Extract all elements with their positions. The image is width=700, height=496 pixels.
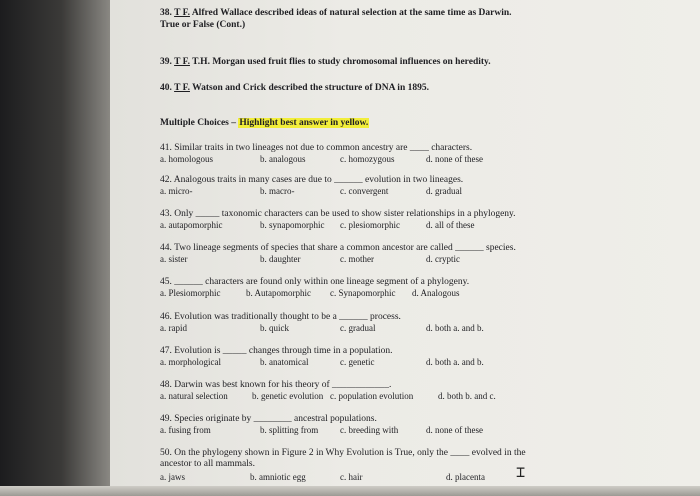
q50-option-c[interactable]: c. hair — [340, 472, 363, 482]
q42-option-d[interactable]: d. gradual — [426, 186, 462, 196]
q41-option-d[interactable]: d. none of these — [426, 154, 483, 164]
question-40: 40. T F. Watson and Crick described the structure of DNA in 1895. — [160, 83, 429, 93]
q44-option-d[interactable]: d. cryptic — [426, 254, 460, 264]
question-47-stem: 47. Evolution is _____ changes through time in a population. — [160, 346, 393, 356]
q48-option-c[interactable]: c. population evolution — [330, 391, 414, 401]
document-content — [160, 0, 700, 490]
question-46-stem: 46. Evolution was traditionally thought to be a ______ process. — [160, 312, 401, 322]
q45-option-d[interactable]: d. Analogous — [412, 288, 460, 298]
question-42-stem: 42. Analogous traits in many cases are due to ______ evolution in two lineages. — [160, 175, 464, 185]
q42-option-c[interactable]: c. convergent — [340, 186, 389, 196]
question-45-stem: 45. ______ characters are found only within one lineage segment of a phylogeny. — [160, 277, 470, 287]
q45-option-c[interactable]: c. Synapomorphic — [330, 288, 396, 298]
q41-option-b[interactable]: b. analogous — [260, 154, 306, 164]
q49-option-c[interactable]: c. breeding with — [340, 425, 399, 435]
q42-option-a[interactable]: a. micro- — [160, 186, 193, 196]
question-39: 39. T F. T.H. Morgan used fruit flies to study chromosomal influences on heredity. — [160, 57, 491, 67]
section-true-false: True or False (Cont.) — [160, 20, 246, 30]
question-44-stem: 44. Two lineage segments of species that share a common ancestor are called ______ species. — [160, 243, 516, 253]
q44-option-a[interactable]: a. sister — [160, 254, 188, 264]
q47-option-d[interactable]: d. both a. and b. — [426, 357, 484, 367]
q50-option-a[interactable]: a. jaws — [160, 472, 185, 482]
multiple-choice-heading: Multiple Choices – Highlight best answer in yellow. — [160, 118, 369, 128]
q45-option-b[interactable]: b. Autapomorphic — [246, 288, 311, 298]
text-cursor-icon: ⌶ — [516, 463, 526, 481]
question-50-stem-line2: ancestor to all mammals. — [160, 459, 255, 469]
q47-option-a[interactable]: a. morphological — [160, 357, 221, 367]
q43-option-b[interactable]: b. synapomorphic — [260, 220, 325, 230]
question-43-stem: 43. Only _____ taxonomic characters can be used to show sister relationships in a phylogeny. — [160, 209, 516, 219]
q50-option-d[interactable]: d. placenta — [446, 472, 485, 482]
q43-option-c[interactable]: c. plesiomorphic — [340, 220, 400, 230]
q41-option-c[interactable]: c. homozygous — [340, 154, 395, 164]
q47-option-c[interactable]: c. genetic — [340, 357, 375, 367]
q45-option-a[interactable]: a. Plesiomorphic — [160, 288, 221, 298]
q48-option-a[interactable]: a. natural selection — [160, 391, 228, 401]
q50-option-b[interactable]: b. amniotic egg — [250, 472, 306, 482]
question-48-stem: 48. Darwin was best known for his theory of ____________. — [160, 380, 392, 390]
q43-option-d[interactable]: d. all of these — [426, 220, 475, 230]
q46-option-a[interactable]: a. rapid — [160, 323, 187, 333]
q47-option-b[interactable]: b. anatomical — [260, 357, 309, 367]
q42-option-b[interactable]: b. macro- — [260, 186, 295, 196]
highlight-instruction: Highlight best answer in yellow. — [239, 118, 369, 128]
question-49-stem: 49. Species originate by ________ ancestral populations. — [160, 414, 377, 424]
q46-option-d[interactable]: d. both a. and b. — [426, 323, 484, 333]
q41-option-a[interactable]: a. homologous — [160, 154, 213, 164]
question-38: 38. T F. Alfred Wallace described ideas of natural selection at the same time as Darwin. — [160, 8, 512, 18]
question-41-stem: 41. Similar traits in two lineages not due to common ancestry are ____ characters. — [160, 143, 473, 153]
monitor-bezel — [0, 0, 112, 496]
q49-option-a[interactable]: a. fusing from — [160, 425, 211, 435]
q48-option-b[interactable]: b. genetic evolution — [252, 391, 324, 401]
q49-option-b[interactable]: b. splitting from — [260, 425, 319, 435]
q44-option-b[interactable]: b. daughter — [260, 254, 301, 264]
q46-option-b[interactable]: b. quick — [260, 323, 289, 333]
q49-option-d[interactable]: d. none of these — [426, 425, 483, 435]
q43-option-a[interactable]: a. autapomorphic — [160, 220, 223, 230]
question-50-stem-line1: 50. On the phylogeny shown in Figure 2 in Why Evolution is True, only the ____ evolved in the — [160, 448, 526, 458]
q44-option-c[interactable]: c. mother — [340, 254, 374, 264]
q46-option-c[interactable]: c. gradual — [340, 323, 376, 333]
q48-option-d[interactable]: d. both b. and c. — [438, 391, 496, 401]
